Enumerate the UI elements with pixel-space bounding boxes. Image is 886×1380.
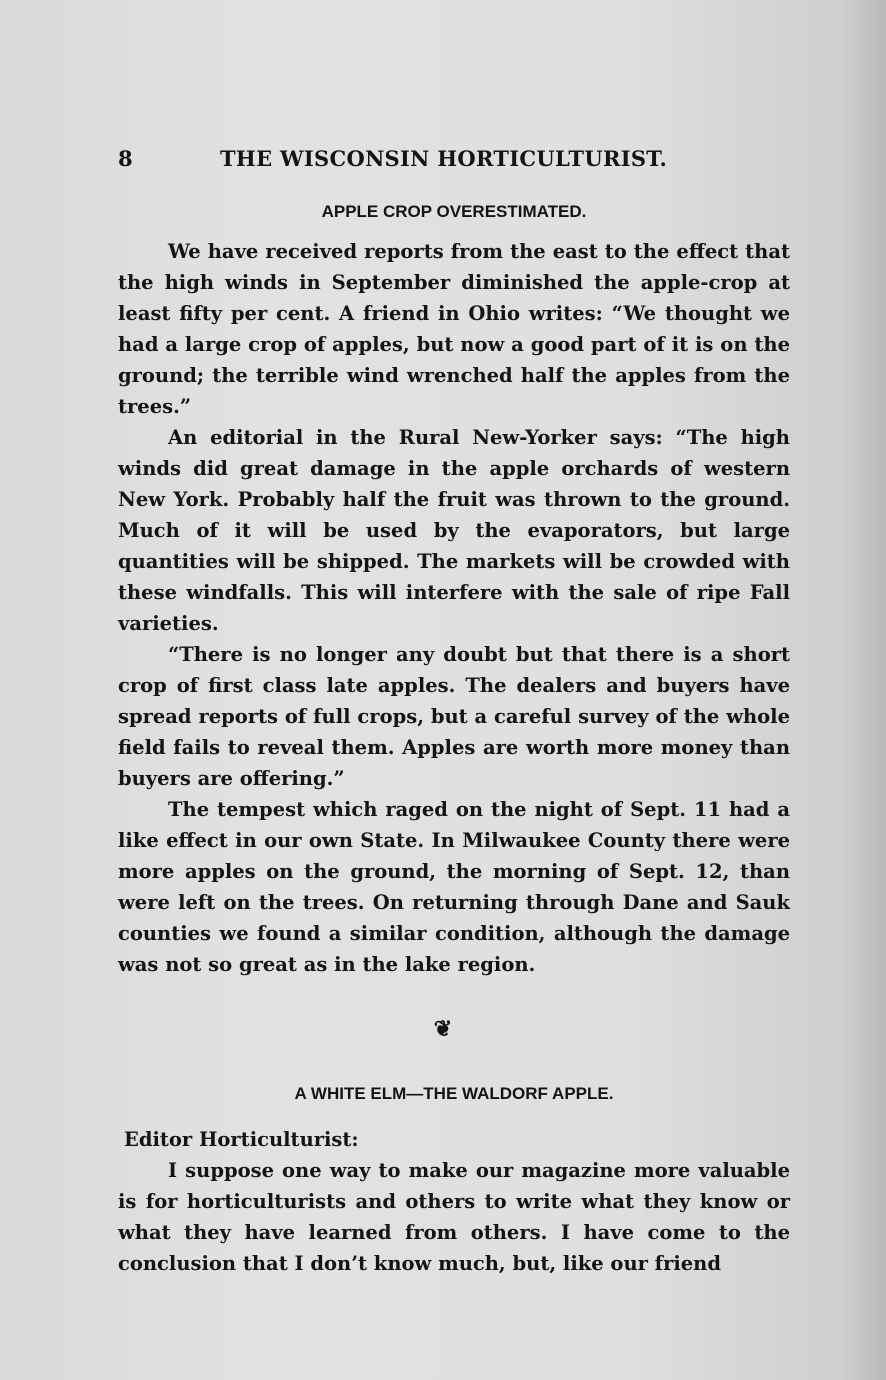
- section-ornament: ❦: [433, 1016, 453, 1042]
- paragraph: The tempest which raged on the night of Sept. 11 had a like effect in our own State. In Milwaukee County there were more apples on the ground, the morning of Sept. 12, than were left on the trees. On returning through Dane and Sauk counties we found a similar condition, although the damage was not so great as in the lake region.: [118, 798, 790, 976]
- paragraph: We have received reports from the east to the effect that the high winds in September diminished the apple-crop at least fifty per cent. A friend in Ohio writes: “We thought we had a large crop of apples, but now a good part of it is on the ground; the terrible wind wrenched half the apples from the trees.”: [118, 240, 790, 418]
- article-title-apple-crop: APPLE CROP OVERESTIMATED.: [321, 202, 587, 221]
- paragraph: “There is no longer any doubt but that there is a short crop of first class late apples. The dealers and buyers have spread reports of full crops, but a careful survey of the whole field fails to reveal them. Apples are worth more money than buyers are offering.”: [118, 643, 790, 790]
- running-head: THE WISCONSIN HORTICULTURIST.: [220, 146, 668, 171]
- paragraph: I suppose one way to make our magazine more valuable is for horticulturists and others to write what they know or what they have learned from others. I have come to the conclusion that I don’t know much, but, like our friend: [118, 1159, 790, 1275]
- page-header: [118, 146, 778, 176]
- article-body-white-elm: [118, 1124, 790, 1279]
- article-title-white-elm: A WHITE ELM—THE WALDORF APPLE.: [294, 1084, 614, 1103]
- article-body-apple-crop: [118, 236, 790, 980]
- salutation: Editor Horticulturist:: [124, 1128, 359, 1151]
- paragraph: An editorial in the Rural New-Yorker says: “The high winds did great damage in the apple orchards of western New York. Probably half the fruit was thrown to the ground. Much of it will be used by the evaporators, but large quantities will be shipped. The markets will be crowded with these windfalls. This will interfere with the sale of ripe Fall varieties.: [118, 426, 790, 635]
- page-number: 8: [118, 146, 133, 171]
